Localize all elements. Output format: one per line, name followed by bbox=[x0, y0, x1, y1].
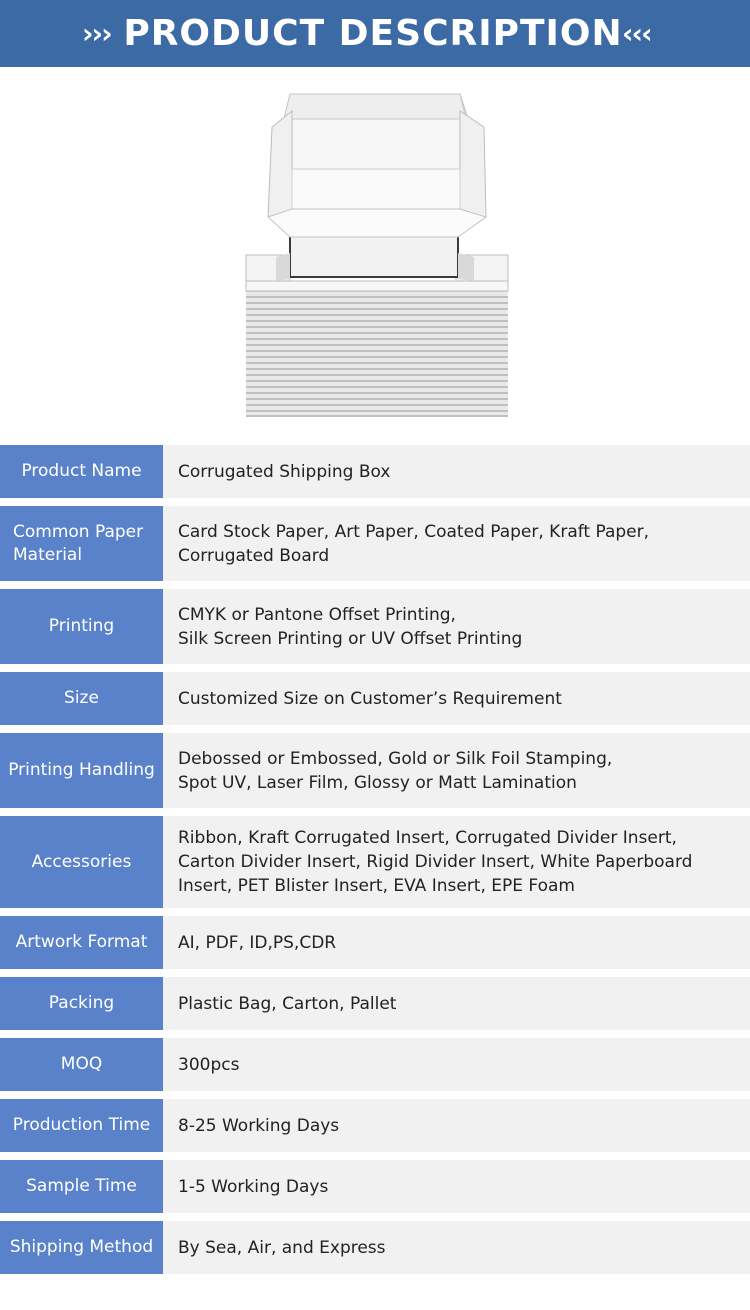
row-value: Ribbon, Kraft Corrugated Insert, Corrugated Divider Insert, Carton Divider Insert, Rigid Divider Insert, White Paperboard Insert, PET Blister Insert, EVA Insert, EPE Foam bbox=[178, 828, 693, 896]
product-image bbox=[0, 67, 750, 437]
table-row bbox=[0, 506, 750, 581]
row-value: Card Stock Paper, Art Paper, Coated Paper, Kraft Paper, Corrugated Board bbox=[178, 521, 650, 566]
row-value: 1-5 Working Days bbox=[178, 1176, 329, 1197]
row-label: Packing bbox=[0, 977, 163, 1030]
table-row bbox=[0, 1038, 750, 1091]
table-row bbox=[0, 1160, 750, 1213]
row-label: Shipping Method bbox=[0, 1221, 163, 1274]
table-row bbox=[0, 977, 750, 1030]
section-header bbox=[0, 0, 750, 67]
open-mailer-box bbox=[268, 94, 486, 281]
row-value: 8-25 Working Days bbox=[178, 1115, 340, 1136]
table-row bbox=[0, 733, 750, 808]
table-row bbox=[0, 816, 750, 908]
row-value: AI, PDF, ID,PS,CDR bbox=[178, 932, 337, 953]
row-value: Corrugated Shipping Box bbox=[178, 461, 391, 482]
row-value: By Sea, Air, and Express bbox=[178, 1237, 386, 1258]
row-label: Product Name bbox=[0, 445, 163, 498]
row-label: Printing Handling bbox=[0, 733, 163, 808]
row-value: 300pcs bbox=[178, 1054, 240, 1075]
row-value: CMYK or Pantone Offset Printing, Silk Screen Printing or UV Offset Printing bbox=[178, 604, 523, 649]
table-row bbox=[0, 916, 750, 969]
table-row bbox=[0, 589, 750, 664]
row-value: Debossed or Embossed, Gold or Silk Foil Stamping, Spot UV, Laser Film, Glossy or Matt Lamination bbox=[178, 748, 613, 793]
row-label: Artwork Format bbox=[0, 916, 163, 969]
row-label: Common Paper Material bbox=[0, 506, 163, 581]
table-row bbox=[0, 1221, 750, 1274]
table-row bbox=[0, 1099, 750, 1152]
row-label: Production Time bbox=[0, 1099, 163, 1152]
row-value: Customized Size on Customer’s Requirement bbox=[178, 688, 562, 709]
row-label: Size bbox=[0, 672, 163, 725]
chevron-left-icon: ‹‹‹ bbox=[622, 17, 651, 50]
table-row bbox=[0, 445, 750, 498]
table-row bbox=[0, 672, 750, 725]
row-value: Plastic Bag, Carton, Pallet bbox=[178, 993, 397, 1014]
row-label: Accessories bbox=[0, 816, 163, 908]
row-label: MOQ bbox=[0, 1038, 163, 1091]
row-label: Sample Time bbox=[0, 1160, 163, 1213]
row-label: Printing bbox=[0, 589, 163, 664]
mailer-box-stack-icon bbox=[0, 67, 750, 437]
chevron-right-icon: ››› bbox=[82, 17, 111, 50]
section-title: PRODUCT DESCRIPTION bbox=[123, 13, 623, 54]
